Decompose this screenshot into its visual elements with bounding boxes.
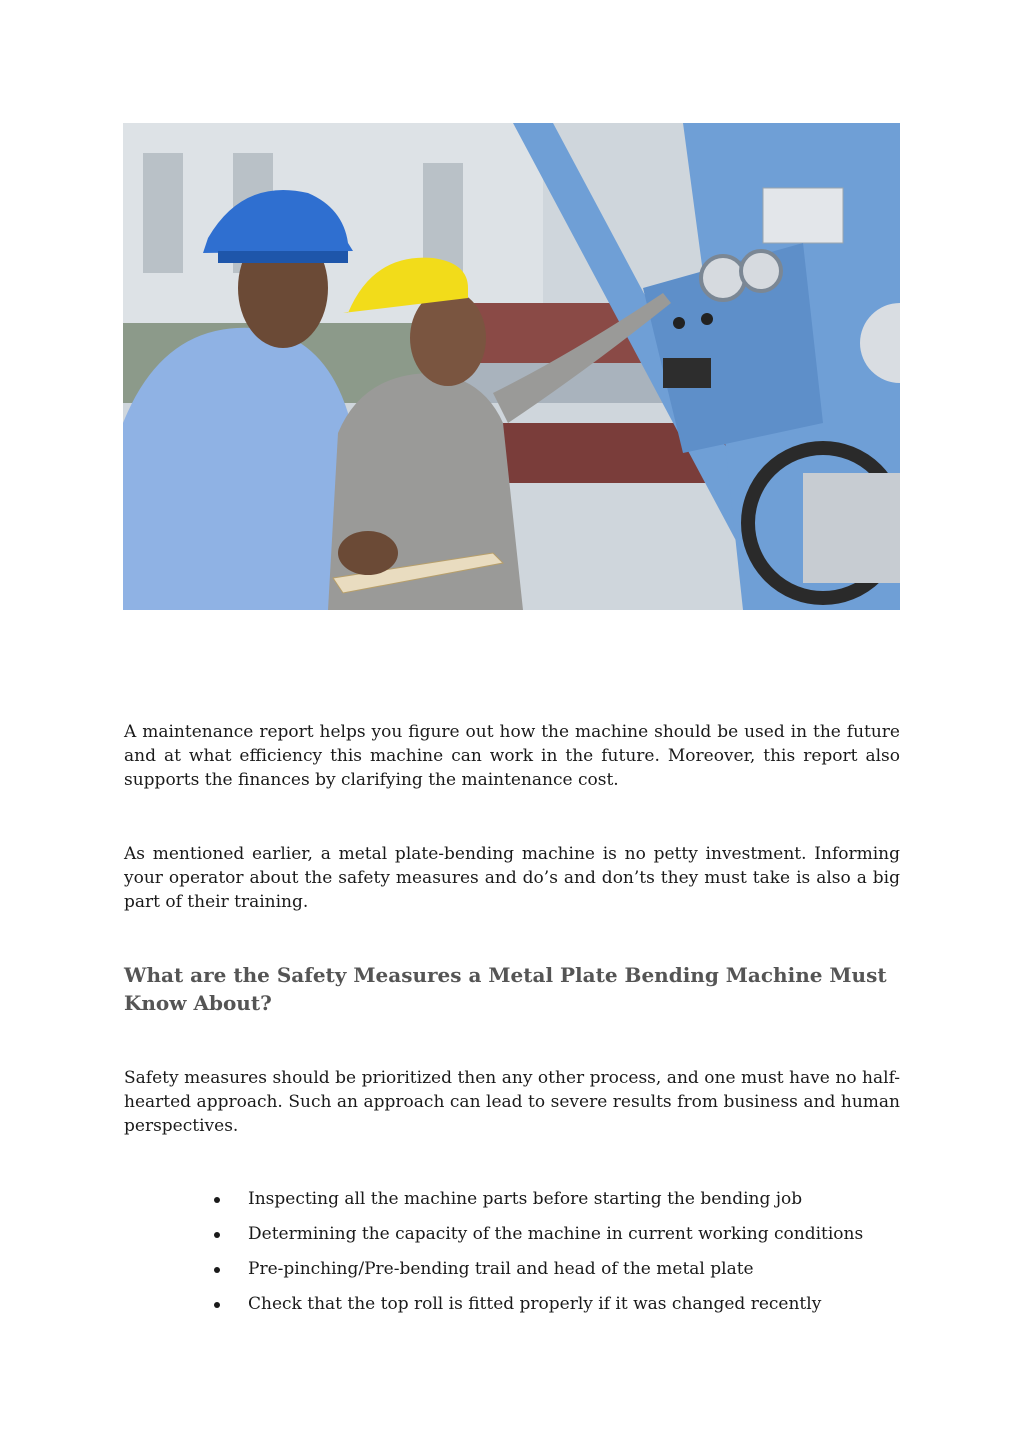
list-item [214,1187,904,1211]
bullet-icon [214,1232,220,1238]
list-item [214,1292,904,1316]
paragraph-safety-priority: Safety measures should be prioritized then any other process, and one must have no half-hearted approach. Such an approach can lead to severe results from business and human perspectives. [124,1068,900,1136]
paragraph-maintenance-report: A maintenance report helps you figure out how the machine should be used in the future and at what efficiency this machine can work in the future. Moreover, this report also supports the finances by clarifying the maintenance cost. [124,722,900,790]
list-item-text: Determining the capacity of the machine in current working conditions [248,1224,864,1244]
bullet-icon [214,1267,220,1273]
list-item-text: Pre-pinching/Pre-bending trail and head of the metal plate [248,1259,754,1279]
section-heading: What are the Safety Measures a Metal Plate Bending Machine Must Know About? [124,963,887,1015]
list-item [214,1257,904,1281]
hero-photo [123,123,900,610]
bullet-icon [214,1197,220,1203]
workers-at-machine-illustration [123,123,900,610]
safety-bullet-list [214,1187,904,1327]
list-item [214,1222,904,1246]
paragraph-investment: As mentioned earlier, a metal plate-bending machine is no petty investment. Informing your operator about the safety measures and do’s and don’ts they must take is also a big part of their training. [124,844,900,912]
list-item-text: Check that the top roll is fitted properly if it was changed recently [248,1294,822,1314]
list-item-text: Inspecting all the machine parts before starting the bending job [248,1189,803,1209]
bullet-icon [214,1302,220,1308]
